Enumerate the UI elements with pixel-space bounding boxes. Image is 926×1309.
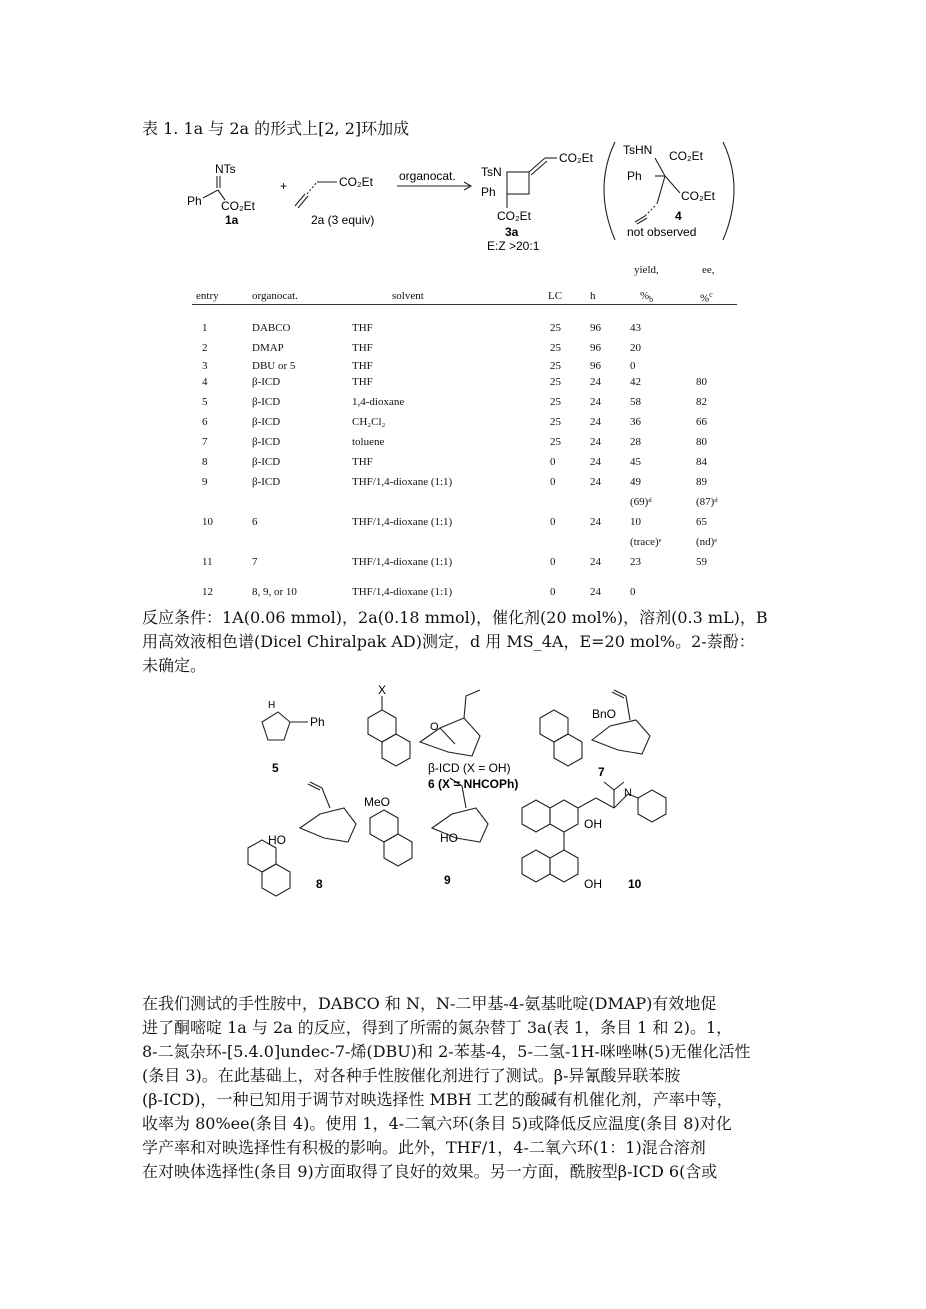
cell-ee: 80 — [696, 376, 707, 388]
table-row — [192, 586, 752, 602]
paragraph-line: 8-二氮杂环-[5.4.0]undec-7-烯(DBU)和 2-苯基-4，5-二氢-1H-咪唑啉(5)无催化活性 — [142, 1042, 751, 1061]
cell-lc: 25 — [550, 322, 561, 334]
c10-oh-1: OH — [584, 817, 602, 831]
cell-ee: (87)ᵈ — [696, 496, 718, 508]
product-ester-1: CO₂Et — [559, 151, 593, 165]
cell-solvent: THF — [352, 322, 373, 334]
table-row — [192, 536, 752, 552]
table-row — [192, 376, 752, 392]
cell-cat: β-ICD — [252, 416, 281, 428]
paragraph-line: 在对映体选择性(条目 9)方面取得了良好的效果。另一方面，酰胺型β-ICD 6(含或 — [142, 1162, 718, 1181]
c8-group: HO — [268, 833, 286, 847]
cell-yield: (trace)ᵉ — [630, 536, 662, 548]
cell-lc: 25 — [550, 396, 561, 408]
c8-label: 8 — [316, 877, 323, 891]
body-paragraph — [142, 992, 792, 1184]
cell-entry: 9 — [202, 476, 208, 488]
reaction-scheme — [185, 138, 745, 256]
cell-h: 24 — [590, 476, 601, 488]
catalyst-structures — [240, 678, 690, 928]
cell-h: 96 — [590, 322, 601, 334]
cell-ee: 80 — [696, 436, 707, 448]
cell-solvent: THF/1,4-dioxane (1:1) — [352, 586, 453, 598]
cell-ee: 84 — [696, 456, 707, 468]
header-organocat: organocat. — [252, 290, 298, 302]
table-row — [192, 322, 752, 338]
cell-entry: 10 — [202, 516, 213, 528]
cell-cat: 7 — [252, 556, 258, 568]
icd-label-1: β-ICD (X = OH) — [428, 761, 511, 775]
cell-solvent: THF — [352, 360, 373, 372]
c7-group: BnO — [592, 707, 617, 721]
cell-lc: 25 — [550, 436, 561, 448]
header-rule — [192, 304, 737, 305]
cell-cat: β-ICD — [252, 376, 281, 388]
cell-cat: DABCO — [252, 322, 291, 334]
cell-lc: 0 — [550, 516, 556, 528]
cell-solvent: THF — [352, 456, 373, 468]
c7-label: 7 — [598, 765, 605, 779]
notes-line: 反应条件：1A(0.06 mmol)，2a(0.18 mmol)，催化剂(20 mol%)，溶剂(0.3 mL)，B — [142, 608, 768, 627]
c5-nh: H — [268, 700, 276, 711]
cell-yield: (69)ᵈ — [630, 496, 652, 508]
cell-entry: 1 — [202, 322, 208, 334]
c5-group: Ph — [310, 715, 325, 729]
cell-lc: 25 — [550, 342, 561, 354]
paragraph-line: (β-ICD)，一种已知用于调节对映选择性 MBH 工艺的酸碱有机催化剂，产率中等， — [142, 1090, 733, 1109]
paragraph-line: 学产率和对映选择性有积极的影响。此外，THF/1，4-二氧六环(1：1)混合溶剂 — [142, 1138, 706, 1157]
icd-o: O — [430, 721, 439, 733]
cell-yield: 20 — [630, 342, 641, 354]
cell-h: 24 — [590, 556, 601, 568]
table-notes — [142, 606, 792, 678]
cell-solvent: THF/1,4-dioxane (1:1) — [352, 556, 453, 568]
cell-yield: 28 — [630, 436, 641, 448]
header-ee-bottom: %$^c$ — [700, 290, 713, 305]
sm1-ph: Ph — [187, 194, 202, 208]
cell-cat: 6 — [252, 516, 258, 528]
product-ratio: E:Z >20:1 — [487, 239, 540, 253]
table-row — [192, 496, 752, 512]
paragraph-line: 进了酮嘧啶 1a 与 2a 的反应，得到了所需的氮杂替丁 3a(表 1，条目 1 和 2)。1， — [142, 1018, 733, 1037]
cell-h: 24 — [590, 516, 601, 528]
cell-solvent: toluene — [352, 436, 385, 448]
cell-lc: 0 — [550, 586, 556, 598]
side-label: 4 — [675, 209, 682, 223]
table-row — [192, 516, 752, 532]
c10-n: N — [624, 787, 632, 799]
plus-sign: + — [280, 179, 288, 193]
cell-entry: 12 — [202, 586, 213, 598]
cell-solvent: THF — [352, 376, 373, 388]
cell-entry: 5 — [202, 396, 208, 408]
cell-yield: 0 — [630, 360, 636, 372]
header-entry: entry — [196, 290, 219, 302]
side-tshn: TsHN — [623, 143, 653, 157]
side-ester-1: CO₂Et — [669, 149, 703, 163]
cell-h: 24 — [590, 586, 601, 598]
cell-lc: 0 — [550, 456, 556, 468]
cell-h: 96 — [590, 360, 601, 372]
cell-entry: 11 — [202, 556, 213, 568]
header-solvent: solvent — [392, 290, 424, 302]
header-h: h — [590, 290, 596, 302]
cell-cat: β-ICD — [252, 456, 281, 468]
cell-yield: 42 — [630, 376, 641, 388]
table-row — [192, 436, 752, 452]
table-row — [192, 360, 752, 376]
cell-ee: (nd)ᵉ — [696, 536, 718, 548]
cell-ee: 59 — [696, 556, 707, 568]
cell-ee: 65 — [696, 516, 707, 528]
cell-entry: 2 — [202, 342, 208, 354]
sm1-label: 1a — [225, 213, 239, 227]
cell-lc: 0 — [550, 476, 556, 488]
cell-cat: β-ICD — [252, 476, 281, 488]
icd-x: X — [378, 683, 387, 697]
cell-solvent: THF/1,4-dioxane (1:1) — [352, 516, 453, 528]
cell-yield: 49 — [630, 476, 641, 488]
c5-label: 5 — [272, 761, 279, 775]
header-yield-bottom: $\%_b$ — [640, 290, 654, 305]
header-yield-top: yield, — [634, 264, 659, 276]
cell-solvent: 1,4-dioxane — [352, 396, 405, 408]
cell-yield: 10 — [630, 516, 641, 528]
table-row — [192, 456, 752, 472]
cell-h: 24 — [590, 436, 601, 448]
cell-cat: 8, 9, or 10 — [252, 586, 297, 598]
cell-yield: 0 — [630, 586, 636, 598]
side-ph: Ph — [627, 169, 642, 183]
cell-solvent: THF/1,4-dioxane (1:1) — [352, 476, 453, 488]
cell-cat: DBU or 5 — [252, 360, 296, 372]
table-row — [192, 556, 752, 572]
cell-lc: 25 — [550, 416, 561, 428]
cell-cat: DMAP — [252, 342, 284, 354]
cell-entry: 7 — [202, 436, 208, 448]
notes-line: 用高效液相色谱(Dicel Chiralpak AD)测定，d 用 MS_4A，E=20 mol%。2-萘酚： — [142, 632, 755, 651]
cell-h: 24 — [590, 396, 601, 408]
sm1-group: NTs — [215, 162, 236, 176]
cell-ee: 66 — [696, 416, 707, 428]
icd-label-2: 6 (X = NHCOPh) — [428, 777, 519, 791]
cell-cat: β-ICD — [252, 396, 281, 408]
cell-h: 96 — [590, 342, 601, 354]
header-ee-top: ee, — [702, 264, 715, 276]
product-label: 3a — [505, 225, 519, 239]
cell-lc: 25 — [550, 376, 561, 388]
cell-yield: 43 — [630, 322, 641, 334]
paragraph-line: 收率为 80%ee(条目 4)。使用 1，4-二氧六环(条目 5)或降低反应温度(条目 8)对化 — [142, 1114, 732, 1133]
header-lc: LC — [548, 290, 563, 302]
paragraph-line: 在我们测试的手性胺中，DABCO 和 N，N-二甲基-4-氨基吡啶(DMAP)有效地促 — [142, 994, 717, 1013]
c9-group-1: MeO — [364, 795, 391, 809]
table-row — [192, 342, 752, 358]
sm2-label: 2a (3 equiv) — [311, 213, 375, 227]
table-title: 表 1. 1a 与 2a 的形式上[2, 2]环加成 — [142, 119, 410, 138]
table-header — [192, 262, 752, 306]
cell-solvent: CH₂Cl₂ — [352, 416, 386, 428]
side-note: not observed — [627, 225, 697, 239]
c10-oh-2: OH — [584, 877, 602, 891]
cell-yield: 23 — [630, 556, 641, 568]
table-row — [192, 396, 752, 412]
table-row — [192, 476, 752, 492]
cell-cat: β-ICD — [252, 436, 281, 448]
cell-ee: 82 — [696, 396, 707, 408]
product-ester-2: CO₂Et — [497, 209, 531, 223]
c9-group-2: HO — [440, 831, 458, 845]
cell-entry: 4 — [202, 376, 208, 388]
cell-h: 24 — [590, 416, 601, 428]
arrow-label: organocat. — [399, 169, 456, 183]
cell-entry: 8 — [202, 456, 208, 468]
sm1-ester: CO₂Et — [221, 199, 255, 213]
cell-entry: 3 — [202, 360, 208, 372]
cell-solvent: THF — [352, 342, 373, 354]
cell-lc: 0 — [550, 556, 556, 568]
sm2-ester: CO₂Et — [339, 175, 373, 189]
side-ester-2: CO₂Et — [681, 189, 715, 203]
cell-yield: 58 — [630, 396, 641, 408]
product-tsn: TsN — [481, 165, 502, 179]
table-row — [192, 416, 752, 432]
cell-ee: 89 — [696, 476, 707, 488]
c10-label: 10 — [628, 877, 642, 891]
cell-yield: 36 — [630, 416, 641, 428]
cell-h: 24 — [590, 456, 601, 468]
cell-entry: 6 — [202, 416, 208, 428]
cell-yield: 45 — [630, 456, 641, 468]
cell-h: 24 — [590, 376, 601, 388]
cell-lc: 25 — [550, 360, 561, 372]
c9-label: 9 — [444, 873, 451, 887]
paragraph-line: (条目 3)。在此基础上，对各种手性胺催化剂进行了测试。β-异氰酸异联苯胺 — [142, 1066, 681, 1085]
notes-line: 未确定。 — [142, 656, 207, 675]
product-ph: Ph — [481, 185, 496, 199]
